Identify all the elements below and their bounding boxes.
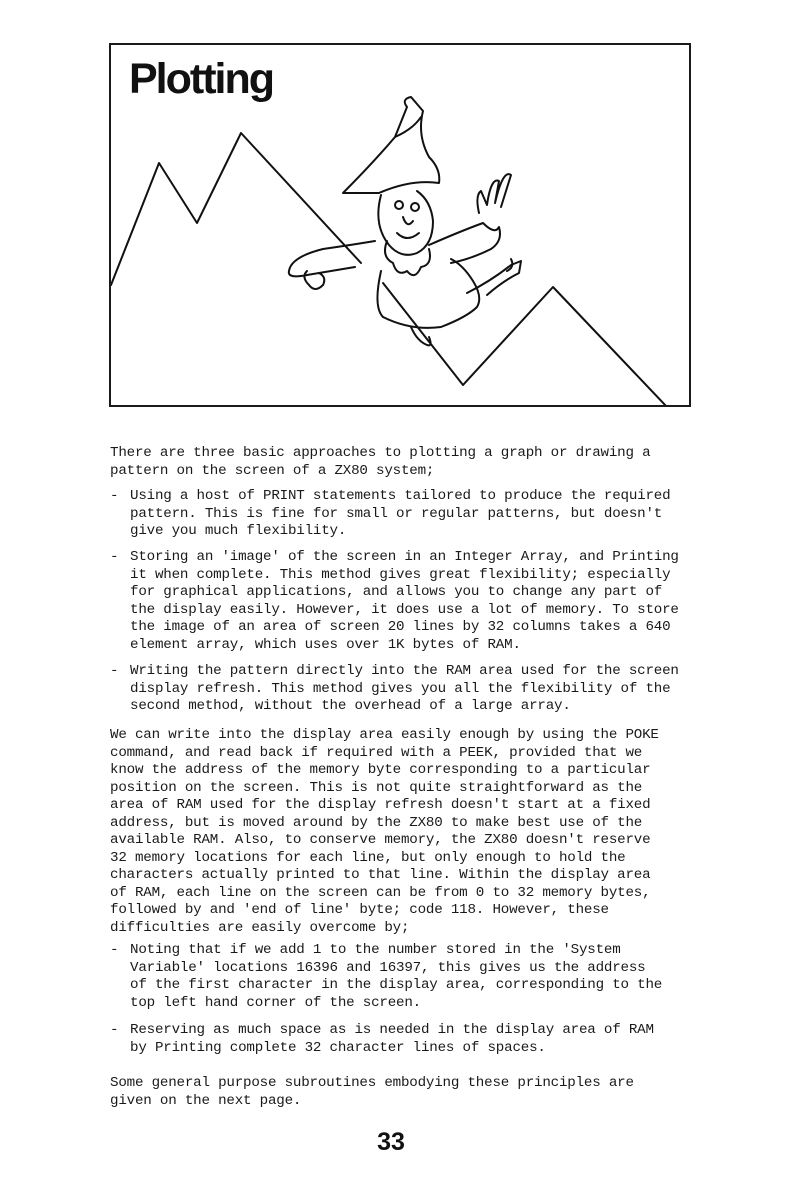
wizard-beard bbox=[385, 241, 430, 275]
list-item bbox=[110, 663, 780, 716]
page-number: 33 bbox=[377, 1128, 405, 1156]
wizard-right-hand bbox=[477, 174, 511, 213]
list-dash: - bbox=[110, 1022, 119, 1038]
approaches-list bbox=[110, 488, 780, 541]
approaches-list-3 bbox=[110, 663, 780, 716]
illustration-frame bbox=[109, 43, 691, 407]
list-item-text: Writing the pattern directly into the RAM area used for the screen display refresh. This method gives you all the flexibility of the second method, without the overhead of a large array. bbox=[130, 663, 679, 714]
wizard-robe bbox=[289, 241, 375, 276]
solutions-list bbox=[110, 942, 780, 1012]
closing-paragraph: Some general purpose subroutines embodying these principles are given on the next page. bbox=[110, 1075, 634, 1109]
list-dash: - bbox=[110, 488, 119, 504]
approaches-list-2 bbox=[110, 549, 780, 654]
list-item-text: Noting that if we add 1 to the number stored in the 'System Variable' locations 16396 and 16397, this gives us the address of the first character in the display area, corresponding to the top left hand corner of the screen. bbox=[130, 942, 663, 1011]
list-item-text: Storing an 'image' of the screen in an Integer Array, and Printing it when complete. This method gives great flexibility; especially for graphical applications, and allows you to change any part of the display easily. However, it does use a lot of memory. To store the image of an area of screen 20 lines by 32 columns takes a 640 element array, which uses over 1K bytes of RAM. bbox=[130, 549, 679, 653]
intro-paragraph: There are three basic approaches to plotting a graph or drawing a pattern on the screen of a ZX80 system; bbox=[110, 445, 651, 479]
list-item bbox=[110, 1022, 780, 1057]
list-dash: - bbox=[110, 942, 119, 958]
list-item bbox=[110, 488, 780, 541]
mountain-line bbox=[111, 133, 361, 285]
page-title: Plotting bbox=[129, 55, 274, 103]
wizard-hat bbox=[343, 97, 439, 193]
list-item bbox=[110, 549, 780, 654]
list-item-text: Using a host of PRINT statements tailored to produce the required pattern. This is fine for small or regular patterns, but doesn't give you much flexibility. bbox=[130, 488, 671, 539]
list-item bbox=[110, 942, 780, 1012]
list-dash: - bbox=[110, 549, 119, 565]
solutions-list-2 bbox=[110, 1022, 780, 1057]
list-item-text: Reserving as much space as is needed in the display area of RAM by Printing complete 32 character lines of spaces. bbox=[130, 1022, 654, 1056]
body-paragraph: We can write into the display area easily enough by using the POKE command, and read back if required with a PEEK, provided that we know the address of the memory byte corresponding to a particular position on the screen. This is not quite straightforward as the area of RAM used for the display refresh doesn't start at a fixed address, but is moved around by the ZX80 to make best use of the available RAM. Also, to conserve memory, the ZX80 doesn't reserve 32 memory locations for each line, but only enough to hold the characters actually printed to that line. Within the display area of RAM, each line on the screen can be from 0 to 32 memory bytes, followed by and 'end of line' byte; code 118. However, these difficulties are easily overcome by; bbox=[110, 727, 659, 936]
list-dash: - bbox=[110, 663, 119, 679]
wizard-illustration bbox=[111, 45, 689, 405]
